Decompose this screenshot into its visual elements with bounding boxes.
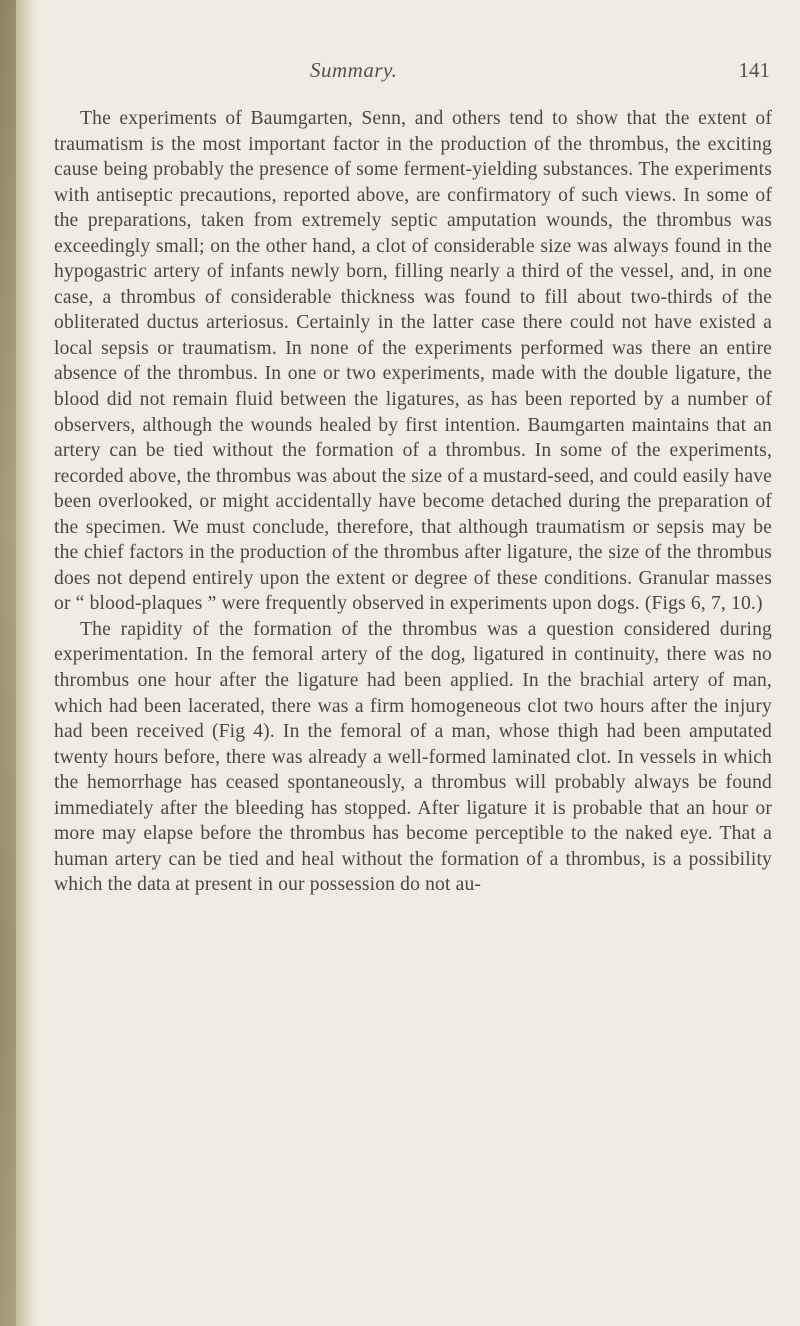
binding-edge [0, 0, 16, 1326]
paragraph-1: The experiments of Baumgarten, Senn, and others tend to show that the extent of traumatism is the most important factor in the production of the thrombus, the exciting cause being probably the presence of some ferment-yielding substances. The experiments with antiseptic precautions, reported above, are confirmatory of such views. In some of the preparations, taken from extremely septic amputation wounds, the thrombus was exceedingly small; on the other hand, a clot of considerable size was always found in the hypogastric artery of infants newly born, filling nearly a third of the vessel, and, in one case, a thrombus of considerable thickness was found to fill about two-thirds of the obliterated ductus arteriosus. Certainly in the latter case there could not have existed a local sepsis or traumatism. In none of the experiments performed was there an entire absence of the thrombus. In one or two experiments, made with the double ligature, the blood did not remain fluid between the ligatures, as has been reported by a number of observers, although the wounds healed by first intention. Baumgarten maintains that an artery can be tied without the formation of a thrombus. In some of the experiments, recorded above, the thrombus was about the size of a mustard-seed, and could easily have been overlooked, or might accidentally have become detached during the preparation of the specimen. We must conclude, therefore, that although traumatism or sepsis may be the chief factors in the production of the thrombus after ligature, the size of the thrombus does not depend entirely upon the extent or degree of these conditions. Granular masses or “ blood-plaques ” were frequently observed in experiments upon dogs. (Figs 6, 7, 10.) [54, 108, 772, 615]
book-page [54, 14, 772, 898]
body-text [54, 106, 772, 898]
page-number: 141 [738, 58, 770, 82]
page-header [54, 14, 772, 82]
paragraph-2: The rapidity of the formation of the thrombus was a question considered during experimentation. In the femoral artery of the dog, ligatured in continuity, there was no thrombus one hour after the ligature had been applied. In the brachial artery of man, which had been lacerated, there was a firm homogeneous clot two hours after the injury had been received (Fig 4). In the femoral of a man, whose thigh had been amputated twenty hours before, there was already a well-formed laminated clot. In vessels in which the hemorrhage has ceased spontaneously, a thrombus will probably always be found immediately after the bleeding has stopped. After ligature it is probable that an hour or more may elapse before the thrombus has become perceptible to the naked eye. That a human artery can be tied and heal without the formation of a thrombus, is a possibility which the data at present in our possession do not au- [54, 618, 772, 896]
running-title: Summary. [310, 58, 398, 82]
